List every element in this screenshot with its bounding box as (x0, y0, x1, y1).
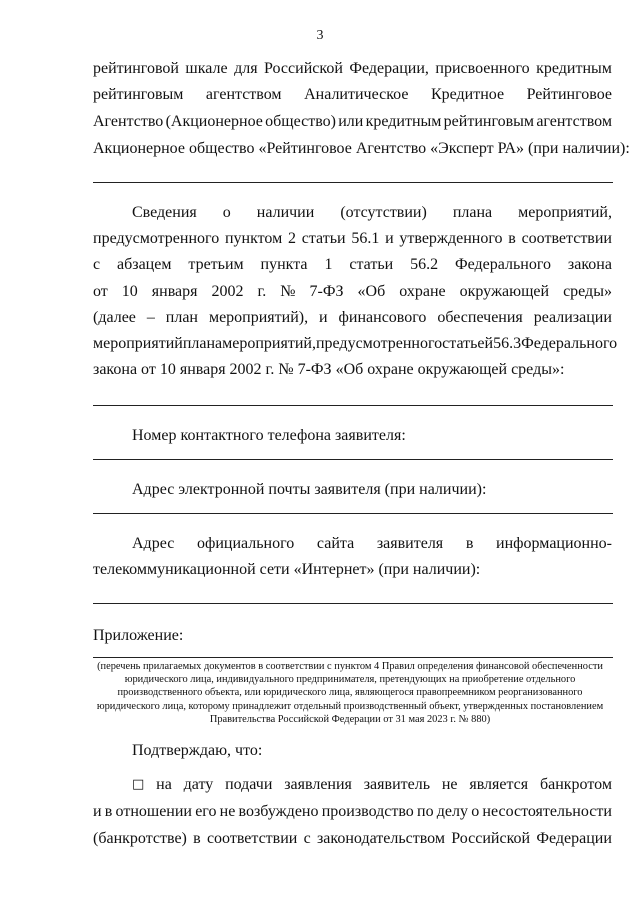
word: мероприятий, (222, 335, 316, 352)
attachment-note-line: юридического лица, индивидуального предпринимателя, претендующих на приобретение отдельного (124, 674, 576, 686)
word: закона (567, 256, 612, 273)
word: от (93, 283, 108, 300)
word: пунктом (224, 230, 283, 247)
word: или (338, 113, 364, 130)
word: № (280, 283, 296, 300)
website-label-line1 (132, 534, 612, 554)
website-answer-line (93, 603, 613, 604)
word: заявления (284, 776, 352, 793)
word: Сведения (132, 204, 197, 221)
word: возбуждено (238, 803, 319, 820)
word: мероприятий, (518, 204, 612, 221)
phone-answer-line (93, 459, 613, 460)
word: и (93, 803, 102, 820)
word: (банкротстве) (93, 830, 187, 847)
word: для (234, 60, 258, 77)
word: по (417, 803, 434, 820)
word: – (146, 309, 155, 326)
word: рейтинговым (93, 86, 184, 103)
confirm-item-line2 (93, 802, 612, 822)
word: плана (452, 204, 493, 221)
email-label: Адрес электронной почты заявителя (при наличии): (132, 481, 487, 498)
word: третьим (188, 256, 244, 273)
word: Аналитическое (304, 86, 409, 103)
word: Кредитное (430, 86, 505, 103)
word: соответствии (206, 830, 298, 847)
word: реализации (533, 309, 612, 326)
confirm-item-line1 (132, 775, 612, 795)
word: с (303, 830, 311, 847)
word: января (151, 283, 198, 300)
word: не (441, 776, 458, 793)
word: присвоенного (435, 60, 530, 77)
word: 56.2 (410, 256, 439, 273)
text-line (93, 85, 612, 105)
word: Российской (264, 60, 343, 77)
word: делу (436, 803, 468, 820)
word: производство (321, 803, 414, 820)
word: Адрес (132, 535, 175, 552)
text-line (93, 308, 612, 328)
word: заявителя (376, 535, 444, 552)
word: и (385, 230, 394, 247)
word: на (156, 776, 172, 793)
phone-label: Номер контактного телефона заявителя: (132, 427, 406, 444)
word: абзацем (117, 256, 172, 273)
page-number: 3 (316, 28, 324, 43)
word: 1 (324, 256, 333, 273)
attachment-note-line: юридического лица, которому принадлежит отдельный производственный объект, утвержденных постановлением (96, 700, 604, 712)
text-line (93, 59, 612, 79)
word: статьей (442, 335, 494, 352)
text-line (132, 203, 612, 223)
word: Федерации, (349, 60, 429, 77)
word: предусмотренного (315, 335, 443, 352)
word: агентством (536, 113, 612, 130)
word: кредитным (365, 113, 442, 130)
email-answer-line (93, 513, 613, 514)
word: в (193, 830, 201, 847)
word: среды» (563, 283, 612, 300)
word: «Об (357, 283, 386, 300)
word: шкале (185, 60, 228, 77)
word: Российской (451, 830, 531, 847)
text-line (93, 334, 618, 354)
word: общество) (265, 113, 336, 130)
word: 2002 (211, 283, 244, 300)
word: информационно- (496, 535, 612, 552)
word: 56.1 (351, 230, 380, 247)
word: Агентство (93, 113, 164, 130)
word: соответствии (521, 230, 612, 247)
credit-rating-paragraph-last-line: Акционерное общество «Рейтинговое Агентство «Эксперт РА» (при наличии): (93, 140, 630, 157)
word: пункта (260, 256, 308, 273)
attachment-note-line: (перечень прилагаемых документов в соответствии с пунктом 4 Правил определения финансовой обеспеченности (97, 661, 603, 672)
word: заявитель (363, 776, 431, 793)
word: рейтинговым (443, 113, 535, 130)
word: утвержденного (399, 230, 503, 247)
word: кредитным (536, 60, 612, 77)
word: статьи (349, 256, 394, 273)
word: в (465, 535, 474, 552)
word: Федерального (521, 335, 618, 352)
confirm-checkbox[interactable]: □ (132, 777, 145, 792)
word: (отсутствии) (340, 204, 427, 221)
word: законодательством (316, 830, 445, 847)
word: о (471, 803, 480, 820)
word: охране (399, 283, 446, 300)
website-label-line2: телекоммуникационной сети «Интернет» (при наличии): (93, 561, 481, 578)
text-line (93, 112, 612, 132)
word: не (219, 803, 236, 820)
word: мероприятий (93, 335, 183, 352)
word: является (469, 776, 529, 793)
word: Рейтинговое (526, 86, 612, 103)
word: Федерального (454, 256, 552, 273)
word: с (93, 256, 101, 273)
word: агентством (205, 86, 282, 103)
word: несостоятельности (482, 803, 612, 820)
word: мероприятий), (208, 309, 309, 326)
word: рейтинговой (93, 60, 179, 77)
word: и (319, 309, 328, 326)
word: 7-ФЗ (309, 283, 344, 300)
word: в (104, 803, 113, 820)
word: дату (183, 776, 214, 793)
word: обеспечения (437, 309, 523, 326)
word: (Акционерное (165, 113, 263, 130)
confirm-label: Подтверждаю, что: (132, 742, 263, 759)
word: финансового (338, 309, 427, 326)
word: (далее (93, 309, 136, 326)
text-line (93, 255, 612, 275)
word: его (195, 803, 217, 820)
word: банкротом (539, 776, 612, 793)
attachment-answer-line (93, 657, 613, 658)
word: статьи (301, 230, 346, 247)
action-plan-paragraph-last-line: закона от 10 января 2002 г. № 7-ФЗ «Об охране окружающей среды»: (93, 361, 565, 378)
attachment-note (80, 660, 620, 726)
word: Федерации (536, 830, 612, 847)
word: наличии (256, 204, 315, 221)
word: подачи (225, 776, 273, 793)
word: 2 (287, 230, 296, 247)
word: сайта (316, 535, 355, 552)
attachment-label: Приложение: (93, 627, 184, 644)
word: план (165, 309, 198, 326)
text-line (93, 229, 612, 249)
word: плана (182, 335, 223, 352)
word: о (222, 204, 231, 221)
word: 10 (121, 283, 138, 300)
attachment-note-line: Правительства Российской Федерации от 31 мая 2023 г. № 880) (209, 713, 491, 725)
word: отношении (115, 803, 192, 820)
word: 56.3 (493, 335, 522, 352)
confirm-item-line3 (93, 829, 612, 849)
word: предусмотренного (93, 230, 220, 247)
text-line (93, 282, 612, 302)
word: в (508, 230, 516, 247)
action-plan-answer-line (93, 405, 613, 406)
credit-rating-answer-line (93, 182, 613, 183)
word: окружающей (459, 283, 550, 300)
word: официального (196, 535, 295, 552)
attachment-note-line: производственного объекта, или юридического лица, являющегося правопреемником реорганизованного (117, 687, 583, 699)
word: г. (257, 283, 267, 300)
